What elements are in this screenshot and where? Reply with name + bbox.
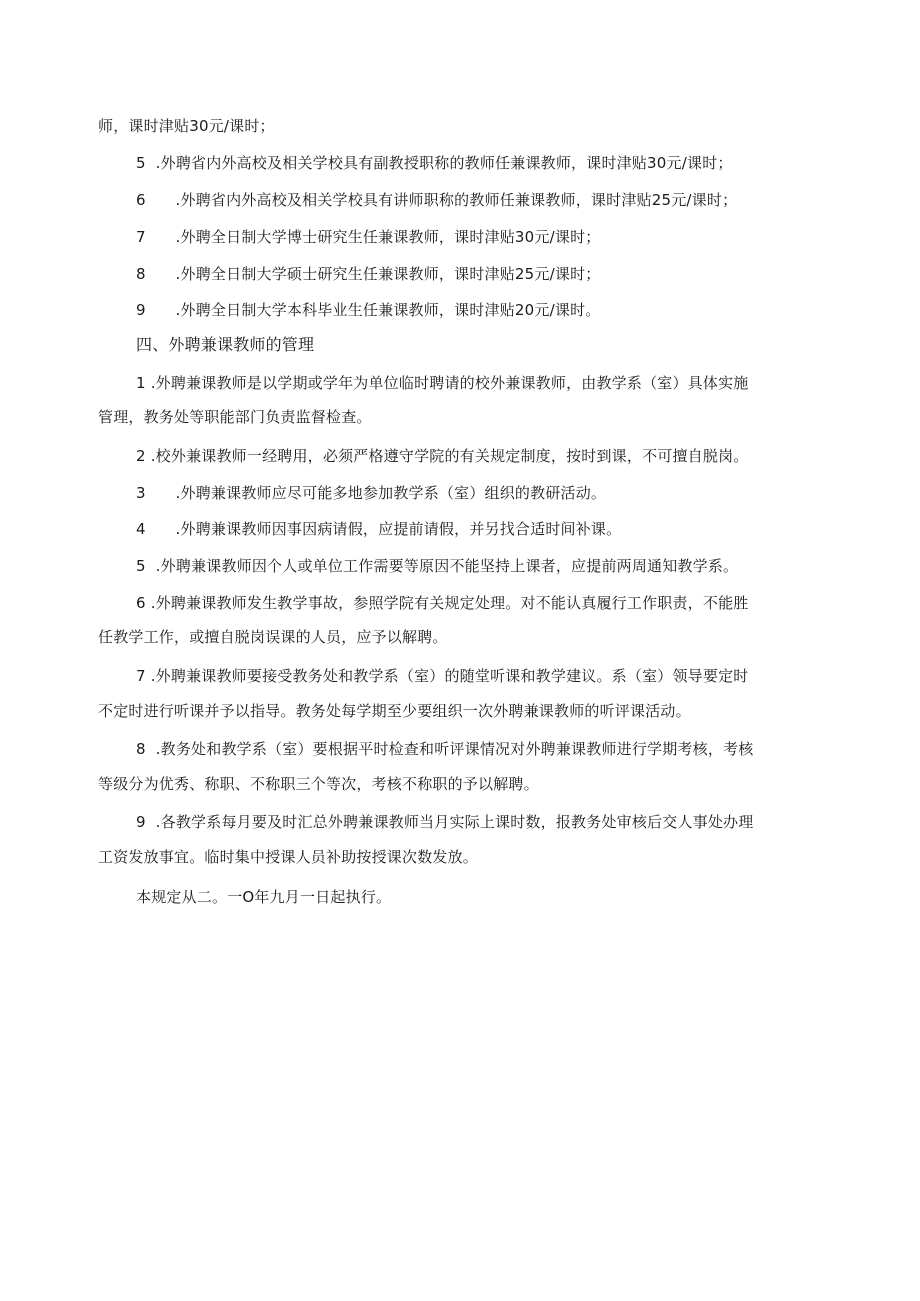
text-line: 3 .外聘兼课教师应尽可能多地参加教学系（室）组织的教研活动。 <box>136 484 607 502</box>
text-line: 管理，教务处等职能部门负责监督检查。 <box>98 408 372 426</box>
text-line: 等级分为优秀、称职、不称职三个等次，考核不称职的予以解聘。 <box>98 775 539 793</box>
text-line: 8 .外聘全日制大学硕士研究生任兼课教师，课时津贴25元/课时； <box>136 265 601 283</box>
text-line: 6 .外聘省内外高校及相关学校具有讲师职称的教师任兼课教师，课时津贴25元/课时； <box>136 191 738 209</box>
text-line: 4 .外聘兼课教师因事因病请假，应提前请假，并另找合适时间补课。 <box>136 520 622 538</box>
text-line: 不定时进行听课并予以指导。教务处每学期至少要组织一次外聘兼课教师的听评课活动。 <box>98 702 691 720</box>
text-line: 5 .外聘兼课教师因个人或单位工作需要等原因不能坚持上课者，应提前两周通知教学系。 <box>136 557 739 575</box>
text-line: 7 .外聘兼课教师要接受教务处和教学系（室）的随堂听课和教学建议。系（室）领导要定时 <box>136 667 749 685</box>
text-line: 7 .外聘全日制大学博士研究生任兼课教师，课时津贴30元/课时； <box>136 228 601 246</box>
closing-line: 本规定从二。一O年九月一日起执行。 <box>136 888 392 906</box>
text-line: 师，课时津贴30元/课时； <box>98 117 275 135</box>
text-line: 6 .外聘兼课教师发生教学事故，参照学院有关规定处理。对不能认真履行工作职责，不能胜 <box>136 594 749 612</box>
text-line: 工资发放事宜。临时集中授课人员补助按授课次数发放。 <box>98 848 479 866</box>
text-line: 9 .外聘全日制大学本科毕业生任兼课教师，课时津贴20元/课时。 <box>136 301 601 319</box>
text-line: 2 .校外兼课教师一经聘用，必须严格遵守学院的有关规定制度，按时到课，不可擅自脱岗。 <box>136 447 749 465</box>
text-line: 8 .教务处和教学系（室）要根据平时检查和听评课情况对外聘兼课教师进行学期考核，考核 <box>136 740 754 758</box>
text-line: 任教学工作，或擅自脱岗误课的人员，应予以解聘。 <box>98 628 448 646</box>
text-line: 9 .各教学系每月要及时汇总外聘兼课教师当月实际上课时数，报教务处审核后交人事处办理 <box>136 813 754 831</box>
text-line: 5 .外聘省内外高校及相关学校具有副教授职称的教师任兼课教师，课时津贴30元/课时； <box>136 154 733 172</box>
text-line: 1 .外聘兼课教师是以学期或学年为单位临时聘请的校外兼课教师，由教学系（室）具体实施 <box>136 374 749 392</box>
section-heading: 四、外聘兼课教师的管理 <box>136 335 315 354</box>
